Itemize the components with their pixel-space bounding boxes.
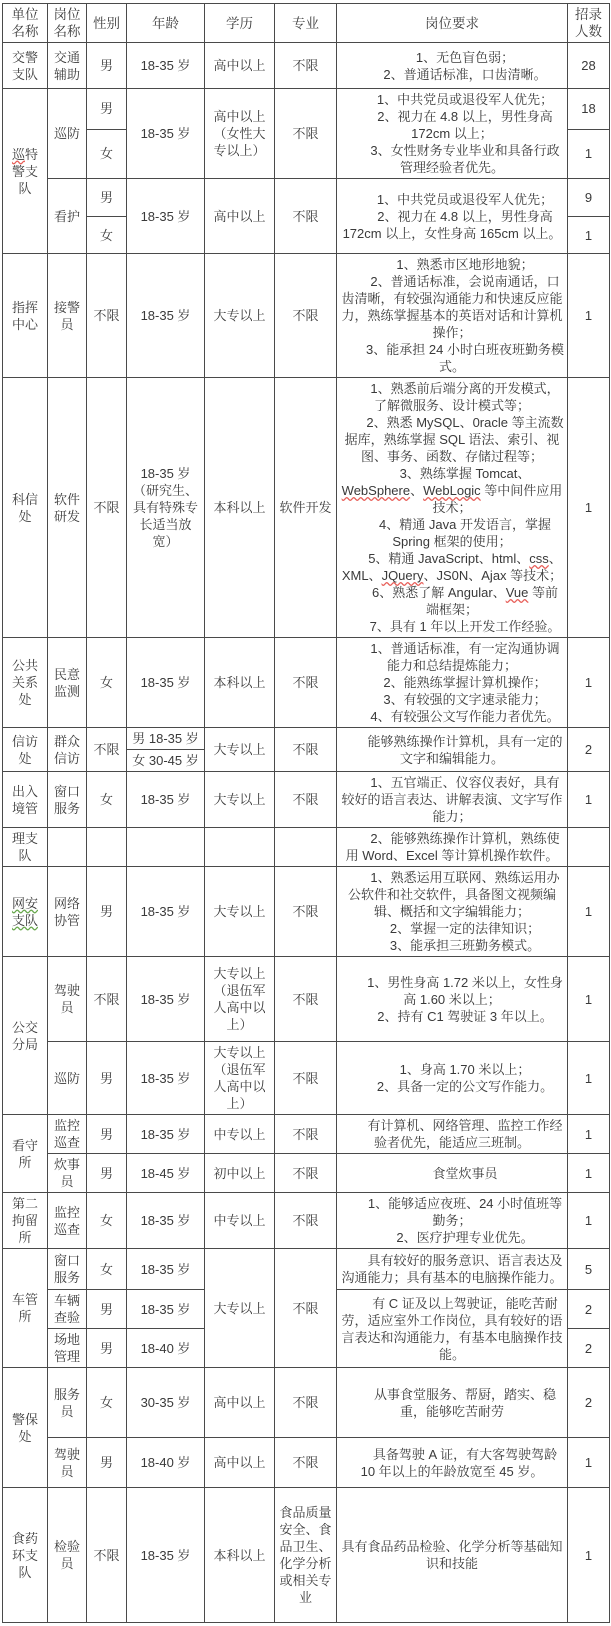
cell-requirements: 有 C 证及以上驾驶证，能吃苦耐劳，适应室外工作岗位，具有较好的语言表达和沟通能力，有基本电脑操作技能。 <box>337 1290 568 1368</box>
cell-position: 监控巡查 <box>48 1193 87 1249</box>
cell-position: 接警员 <box>48 254 87 378</box>
cell-education: 高中以上 <box>205 1438 275 1488</box>
cell-unit: 公共关系处 <box>3 638 48 728</box>
cell-position: 群众信访 <box>48 728 87 772</box>
header-unit: 单位名称 <box>3 4 48 43</box>
cell-age: 18-35 岁 <box>127 772 205 828</box>
cell-count: 1 <box>568 1115 610 1154</box>
cell-position: 监控巡查 <box>48 1115 87 1154</box>
cell-count: 1 <box>568 254 610 378</box>
cell-education: 高中以上 <box>205 1368 275 1438</box>
cell-education: 大专以上 <box>205 728 275 772</box>
cell-major: 食品质量安全、食品卫生、化学分析或相关专业 <box>275 1488 337 1623</box>
cell-requirements: 1、中共党员或退役军人优先； 2、视力在 4.8 以上，男性身高 172cm 以上； 3、女性财务专业毕业和具备行政管理经验者优先。 <box>337 89 568 179</box>
cell-count: 1 <box>568 867 610 957</box>
cell-unit: 车管所 <box>3 1249 48 1368</box>
cell-count: 2 <box>568 1368 610 1438</box>
cell-major: 不限 <box>275 179 337 254</box>
header-age: 年龄 <box>127 4 205 43</box>
cell-major: 不限 <box>275 1193 337 1249</box>
cell-education: 大专以上（退伍军人高中以上） <box>205 957 275 1042</box>
cell-position: 看护 <box>48 179 87 254</box>
row-xunte-kanhu-male <box>3 179 610 217</box>
cell-count: 1 <box>568 957 610 1042</box>
cell-requirements: 1、男性身高 1.72 米以上，女性身高 1.60 米以上； 2、持有 C1 驾驶证 3 年以上。 <box>337 957 568 1042</box>
cell-age: 18-35 岁 <box>127 254 205 378</box>
row-juliu <box>3 1193 610 1249</box>
cell-position: 民意监测 <box>48 638 87 728</box>
cell-gender: 女 <box>87 1368 127 1438</box>
cell-requirements: 1、五官端正、仪容仪表好，具有较好的语言表达、讲解表演、文字写作能力； <box>337 772 568 828</box>
cell-unit: 网安支队 <box>3 867 48 957</box>
cell-unit: 科信处 <box>3 378 48 638</box>
cell-age: 18-35 岁（研究生、具有特殊专长适当放宽） <box>127 378 205 638</box>
cell-requirements: 1、中共党员或退役军人优先； 2、视力在 4.8 以上，男性身高 172cm 以上，女性身高 165cm 以上。 <box>337 179 568 254</box>
cell-position: 巡防 <box>48 1042 87 1115</box>
cell-count: 2 <box>568 728 610 772</box>
cell-position: 巡防 <box>48 89 87 179</box>
cell-major: 不限 <box>275 1154 337 1193</box>
cell-age: 18-35 岁 <box>127 957 205 1042</box>
cell-gender: 男 <box>87 89 127 130</box>
cell-requirements: 1、熟悉前后端分离的开发模式，了解微服务、设计模式等； 2、熟悉 MySQL、0racle 等主流数据库，熟练掌握 SQL 语法、索引、视图、事务、函数、存储过程等； 3、熟练掌握 Tomcat、WebSphere、WebLogic 等中间件应用技术； 4、精通 Java 开发语言，掌握 Spring 框架的使用； 5、精通 JavaScript、html、css、XML、JQuery、JS0N、Ajax 等技术； 6、熟悉了解 Angular、Vue 等前端框架； 7、具有 1 年以上开发工作经验。 <box>337 378 568 638</box>
recruitment-table <box>2 3 610 1623</box>
cell-unit: 公交分局 <box>3 957 48 1115</box>
cell-unit: 巡特警支队 <box>3 89 48 254</box>
cell-gender: 男 <box>87 1154 127 1193</box>
cell-gender: 不限 <box>87 728 127 772</box>
row-wangan <box>3 867 610 957</box>
cell-gender: 女 <box>87 638 127 728</box>
cell-position: 交通辅助 <box>48 43 87 89</box>
cell-age: 18-35 岁 <box>127 89 205 179</box>
header-row <box>3 4 610 43</box>
cell-education: 大专以上（退伍军人高中以上） <box>205 1042 275 1115</box>
cell-age: 18-45 岁 <box>127 1154 205 1193</box>
row-cheguan-chuangkou <box>3 1249 610 1290</box>
cell-requirements: 2、能够熟练操作计算机，熟练使用 Word、Excel 等计算机操作软件。 <box>337 828 568 867</box>
cell-position: 网络协管 <box>48 867 87 957</box>
cell-position: 软件研发 <box>48 378 87 638</box>
cell-count: 1 <box>568 1042 610 1115</box>
cell-count: 5 <box>568 1249 610 1290</box>
cell-requirements: 1、普通话标准，有一定沟通协调能力和总结提炼能力； 2、能熟练掌握计算机操作； 3、有较强的文字速录能力； 4、有较强公文写作能力者优先。 <box>337 638 568 728</box>
cell-count: 1 <box>568 217 610 254</box>
cell-gender: 男 <box>87 867 127 957</box>
cell-major: 不限 <box>275 1115 337 1154</box>
cell-unit: 第二拘留所 <box>3 1193 48 1249</box>
cell-gender: 女 <box>87 129 127 178</box>
cell-age: 18-40 岁 <box>127 1329 205 1368</box>
cell-requirements: 有计算机、网络管理、监控工作经验者优先，能适应三班制。 <box>337 1115 568 1154</box>
cell-unit: 理支队 <box>3 828 48 867</box>
row-zhihui <box>3 254 610 378</box>
row-gongjiao-xunfang <box>3 1042 610 1115</box>
header-requirements: 岗位要求 <box>337 4 568 43</box>
cell-age: 18-35 岁 <box>127 179 205 254</box>
cell-requirements: 具备驾驶 A 证，有大客驾驶驾龄 10 年以上的年龄放宽至 45 岁。 <box>337 1438 568 1488</box>
cell-education-empty <box>205 828 275 867</box>
cell-gender-empty <box>87 828 127 867</box>
row-kanshou-chuishi <box>3 1154 610 1193</box>
cell-age: 18-35 岁 <box>127 43 205 89</box>
cell-gender: 男 <box>87 1329 127 1368</box>
cell-gender: 不限 <box>87 254 127 378</box>
cell-gender: 不限 <box>87 378 127 638</box>
cell-unit: 食药环支队 <box>3 1488 48 1623</box>
cell-education: 初中以上 <box>205 1154 275 1193</box>
header-gender: 性别 <box>87 4 127 43</box>
cell-requirements: 从事食堂服务、帮厨，踏实、稳重，能够吃苦耐劳 <box>337 1368 568 1438</box>
cell-requirements: 食堂炊事员 <box>337 1154 568 1193</box>
cell-count: 2 <box>568 1329 610 1368</box>
cell-major: 不限 <box>275 1249 337 1368</box>
cell-education: 高中以上 <box>205 43 275 89</box>
cell-position: 场地管理 <box>48 1329 87 1368</box>
cell-age: 18-35 岁 <box>127 638 205 728</box>
cell-major: 不限 <box>275 867 337 957</box>
cell-count: 1 <box>568 1193 610 1249</box>
cell-position: 车辆查验 <box>48 1290 87 1329</box>
cell-major: 不限 <box>275 728 337 772</box>
cell-major: 不限 <box>275 772 337 828</box>
cell-unit: 出入境管 <box>3 772 48 828</box>
cell-position: 窗口服务 <box>48 772 87 828</box>
row-gongjiao-jiashi <box>3 957 610 1042</box>
cell-requirements: 1、无色盲色弱； 2、普通话标准，口齿清晰。 <box>337 43 568 89</box>
cell-education: 高中以上 <box>205 179 275 254</box>
cell-gender: 男 <box>87 1115 127 1154</box>
cell-major: 不限 <box>275 957 337 1042</box>
cell-major: 不限 <box>275 1438 337 1488</box>
cell-age: 30-35 岁 <box>127 1368 205 1438</box>
cell-position: 驾驶员 <box>48 1438 87 1488</box>
cell-requirements: 1、能够适应夜班、24 小时值班等勤务； 2、医疗护理专业优先。 <box>337 1193 568 1249</box>
cell-requirements: 具有食品药品检验、化学分析等基础知识和技能 <box>337 1488 568 1623</box>
cell-major: 不限 <box>275 254 337 378</box>
cell-age: 男 18-35 岁 <box>127 728 205 750</box>
cell-major: 不限 <box>275 89 337 179</box>
cell-education: 大专以上 <box>205 867 275 957</box>
cell-requirements: 具有较好的服务意识、语言表达及沟通能力；具有基本的电脑操作能力。 <box>337 1249 568 1290</box>
row-xunte-xunfang-male <box>3 89 610 130</box>
cell-count: 2 <box>568 1290 610 1329</box>
cell-education: 大专以上 <box>205 254 275 378</box>
cell-education: 中专以上 <box>205 1193 275 1249</box>
cell-education: 大专以上 <box>205 772 275 828</box>
cell-count: 1 <box>568 638 610 728</box>
cell-age: 18-35 岁 <box>127 1115 205 1154</box>
cell-gender: 男 <box>87 1042 127 1115</box>
cell-education: 大专以上 <box>205 1249 275 1368</box>
row-churujing-1 <box>3 772 610 828</box>
cell-major: 不限 <box>275 638 337 728</box>
header-position: 岗位名称 <box>48 4 87 43</box>
cell-unit: 看守所 <box>3 1115 48 1193</box>
cell-count: 9 <box>568 179 610 217</box>
cell-education: 高中以上（女性大专以上） <box>205 89 275 179</box>
cell-count: 1 <box>568 378 610 638</box>
cell-gender: 女 <box>87 772 127 828</box>
cell-position: 窗口服务 <box>48 1249 87 1290</box>
cell-count: 1 <box>568 1488 610 1623</box>
cell-count: 18 <box>568 89 610 130</box>
row-churujing-2 <box>3 828 610 867</box>
cell-education: 中专以上 <box>205 1115 275 1154</box>
cell-position: 驾驶员 <box>48 957 87 1042</box>
row-gonggong <box>3 638 610 728</box>
cell-position-empty <box>48 828 87 867</box>
cell-gender: 女 <box>87 1193 127 1249</box>
cell-requirements: 1、熟悉运用互联网、熟练运用办公软件和社交软件，具备图文视频编辑、概括和文字编辑能力； 2、掌握一定的法律知识； 3、能承担三班勤务模式。 <box>337 867 568 957</box>
cell-unit: 警保处 <box>3 1368 48 1488</box>
cell-unit: 指挥中心 <box>3 254 48 378</box>
cell-count-empty <box>568 828 610 867</box>
cell-age: 18-35 岁 <box>127 1249 205 1290</box>
cell-count: 28 <box>568 43 610 89</box>
cell-gender: 女 <box>87 217 127 254</box>
row-kanshou-jiankong <box>3 1115 610 1154</box>
cell-count: 1 <box>568 1154 610 1193</box>
cell-unit: 交警支队 <box>3 43 48 89</box>
cell-requirements: 能够熟练操作计算机，具有一定的文字和编辑能力。 <box>337 728 568 772</box>
cell-education: 本科以上 <box>205 1488 275 1623</box>
cell-education: 本科以上 <box>205 638 275 728</box>
cell-count: 1 <box>568 772 610 828</box>
cell-education: 本科以上 <box>205 378 275 638</box>
cell-unit: 信访处 <box>3 728 48 772</box>
cell-age: 18-35 岁 <box>127 1290 205 1329</box>
cell-major: 不限 <box>275 43 337 89</box>
cell-age: 18-35 岁 <box>127 1488 205 1623</box>
cell-gender: 女 <box>87 1249 127 1290</box>
row-jingbao-jiashi <box>3 1438 610 1488</box>
header-education: 学历 <box>205 4 275 43</box>
row-kexin <box>3 378 610 638</box>
cell-age-empty <box>127 828 205 867</box>
cell-age: 18-35 岁 <box>127 1193 205 1249</box>
cell-gender: 男 <box>87 43 127 89</box>
cell-position: 炊事员 <box>48 1154 87 1193</box>
cell-requirements: 1、熟悉市区地形地貌； 2、普通话标准，会说南通话，口齿清晰，有较强沟通能力和快速反应能力，熟练掌握基本的英语对话和计算机操作； 3、能承担 24 小时白班夜班勤务模式。 <box>337 254 568 378</box>
cell-gender: 不限 <box>87 957 127 1042</box>
cell-gender: 男 <box>87 1290 127 1329</box>
cell-count: 1 <box>568 129 610 178</box>
row-shiyao <box>3 1488 610 1623</box>
row-xinfang-male-age <box>3 728 610 750</box>
header-count: 招录人数 <box>568 4 610 43</box>
cell-gender: 不限 <box>87 1488 127 1623</box>
cell-requirements: 1、身高 1.70 米以上； 2、具备一定的公文写作能力。 <box>337 1042 568 1115</box>
row-jingbao-fuwu <box>3 1368 610 1438</box>
cell-age: 18-35 岁 <box>127 867 205 957</box>
cell-age: 18-40 岁 <box>127 1438 205 1488</box>
cell-age: 女 30-45 岁 <box>127 750 205 772</box>
cell-major-empty <box>275 828 337 867</box>
cell-position: 检验员 <box>48 1488 87 1623</box>
header-major: 专业 <box>275 4 337 43</box>
cell-age: 18-35 岁 <box>127 1042 205 1115</box>
cell-major: 不限 <box>275 1042 337 1115</box>
cell-gender: 男 <box>87 179 127 217</box>
cell-position: 服务员 <box>48 1368 87 1438</box>
cell-count: 1 <box>568 1438 610 1488</box>
cell-major: 不限 <box>275 1368 337 1438</box>
cell-major: 软件开发 <box>275 378 337 638</box>
cell-gender: 男 <box>87 1438 127 1488</box>
row-jiaojing <box>3 43 610 89</box>
